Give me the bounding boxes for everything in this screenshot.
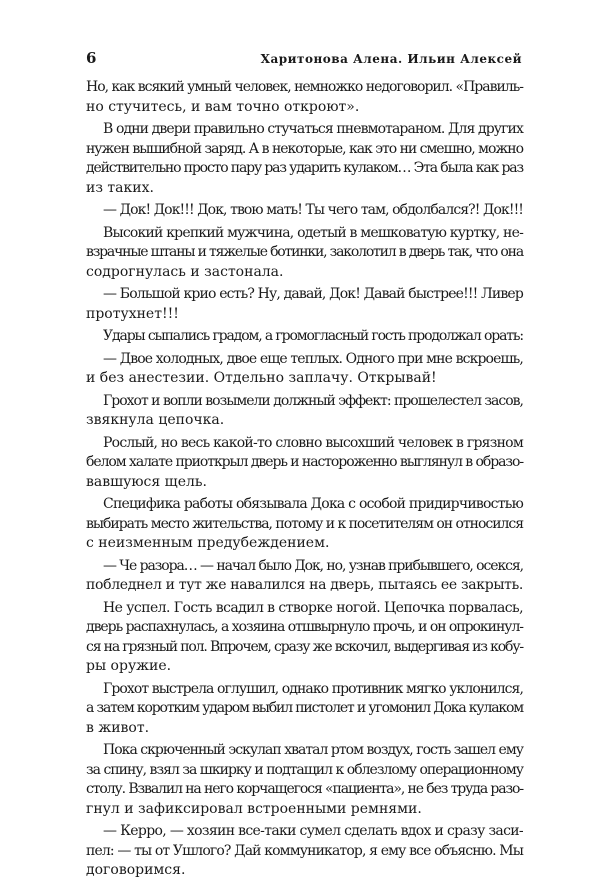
running-head: Харитонова Алена. Ильин Алексей [260, 52, 522, 66]
text-line: Но, как всякий умный человек, немножко недоговорил. «Правиль- [86, 79, 523, 95]
text-line: столу. Взвалил на него корчащегося «пациента», не без труда разо- [86, 781, 523, 797]
paragraph [86, 680, 523, 739]
text-line: Специфика работы обязывала Дока с особой придирчивостью [103, 496, 523, 512]
text-line: Рослый, но весь какой-то словно высохший человек в грязном [103, 434, 523, 451]
text-line: но стучитесь, и вам точно откроют». [86, 98, 360, 115]
paragraph [86, 599, 523, 677]
paragraph [86, 392, 523, 431]
page-number: 6 [86, 49, 97, 67]
text-line: — Док! Док!!! Док, твою мать! Ты чего там, обдолбался?! Док!!! [103, 202, 523, 218]
text-line: нужен вышибной заряд. А в некоторые, как это ни смешно, можно [86, 140, 523, 157]
text-line: содрогнулась и застонала. [86, 263, 284, 280]
text-line: взрачные штаны и тяжелые ботинки, заколотил в дверь так, что она [86, 244, 523, 260]
text-line: из таких. [86, 179, 154, 196]
text-line: звякнула цепочка. [86, 412, 225, 428]
text-line: ры оружие. [86, 658, 172, 674]
text-line: Не успел. Гость всадил в створке ногой. Цепочка порвалась, [103, 599, 523, 616]
text-line: в живот. [86, 719, 150, 736]
text-line: за спину, взял за шкирку и подтащил к облезлому операционному [86, 761, 523, 778]
text-line: с неизменным предубеждением. [86, 535, 330, 551]
paragraph [86, 350, 523, 389]
paragraph [86, 434, 523, 493]
text-line: дверь распахнулась, а хозяина отшвырнуло прочь, и он опрокинул- [86, 619, 523, 635]
paragraph [86, 285, 523, 324]
paragraph [86, 224, 523, 283]
text-line: договоримся. [86, 862, 186, 878]
paragraph [86, 327, 523, 347]
text-line: гнул и зафиксировал встроенными ремнями. [86, 800, 422, 817]
text-line: — Керро, — хозяин все-таки сумел сделать вдох и сразу заси- [103, 823, 523, 839]
text-line: Грохот выстрела оглушил, однако противник мягко уклонился, [103, 680, 523, 697]
text-line: а затем коротким ударом выбил пистолет и угомонил Дока кулаком [86, 700, 523, 716]
paragraph [86, 120, 523, 198]
paragraph [86, 557, 523, 596]
text-line: — Большой крио есть? Ну, давай, Док! Давай быстрее!!! Ливер [103, 286, 523, 302]
text-line: ся на грязный пол. Впрочем, сразу же вскочил, выдергивая из кобу- [86, 638, 523, 655]
text-line: — Двое холодных, двое еще теплых. Одного при мне вскроешь, [103, 350, 523, 367]
text-line: побледнел и тут же навалился на дверь, пытаясь ее закрыть. [86, 577, 523, 593]
text-line: действительно просто пару раз ударить кулаком… Эта была как раз [86, 160, 523, 176]
body-text [86, 78, 523, 884]
text-line: Удары сыпались градом, а громогласный гость продолжал орать: [103, 328, 523, 344]
paragraph [86, 201, 523, 221]
text-line: Пока скрюченный эскулап хватал ртом воздух, гость зашел ему [103, 742, 523, 758]
text-line: вавшуюся щель. [86, 473, 207, 490]
text-line: — Че разора… — начал было Док, но, узнав прибывшего, осекся, [103, 557, 523, 574]
text-line: протухнет!!! [86, 305, 179, 322]
text-line: и без анестезии. Отдельно заплачу. Открывай! [86, 370, 437, 386]
text-line: Высокий крепкий мужчина, одетый в мешковатую куртку, не- [103, 224, 523, 241]
paragraph [86, 495, 523, 554]
page-header [86, 49, 522, 69]
text-line: пел: — ты от Ушлого? Дай коммуникатор, я ему все объясню. Мы [86, 842, 523, 859]
paragraph [86, 741, 523, 819]
text-line: В одни двери правильно стучаться пневмотараном. Для других [103, 121, 523, 137]
paragraph [86, 822, 523, 881]
paragraph [86, 78, 523, 117]
text-line: белом халате приоткрыл дверь и настороженно выглянул в образо- [86, 454, 524, 470]
text-line: Грохот и вопли возымели должный эффект: прошелестел засов, [103, 392, 523, 409]
text-line: выбирать место жительства, потому и к посетителям он относился [86, 515, 523, 532]
